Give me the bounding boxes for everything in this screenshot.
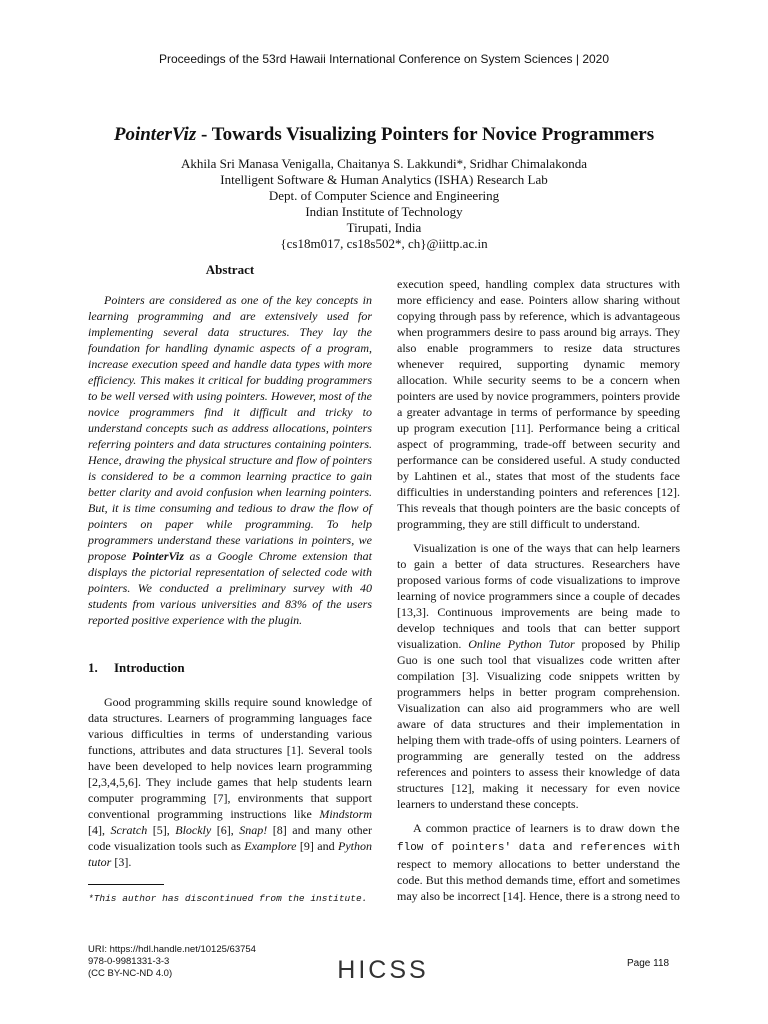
tool-python-tutor: Python tutor [88,839,372,869]
intro-text: [8] and many other code visualization tools such as [88,823,372,853]
footnote-divider [88,884,164,885]
right-text: respect to memory allocations to better understand the code. But this method demands time, effort and sometimes may also be incorrect [14]. Hence, there is a strong need to [397,857,680,903]
intro-text: [9] and [296,839,338,853]
intro-text: [5], [147,823,176,837]
section-number: 1. [88,660,98,675]
footnote: *This author has discontinued from the institute. [88,893,368,904]
tool-snap: Snap! [239,823,268,837]
footer-license: (CC BY-NC-ND 4.0) [88,968,173,979]
abstract-text-part-1: Pointers are considered as one of the key concepts in learning programming and are extensively used for implementing several data structures. They lay the foundation for handling dynamic aspects of a program, increase execution speed and handle data types with more efficiency. This makes it critical for budding programmers to be well versed with using pointers. However, most of the novice programmers find it difficult and tricky to understand concepts such as address allocations, pointers referring pointers and data structures containing pointers. Hence, drawing the physical structure and flow of pointers is considered to be a common learning practice to gain better clarity and avoid confusion when learning pointers. But, it is time consuming and tedious to draw the flow of pointers on paper while programming. To help programmers understand these variations in pointers, we propose [88,293,372,563]
right-text-mono: the flow of pointers' data and references with [397,824,680,854]
author-dept: Dept. of Computer Science and Engineering [268,188,500,203]
tool-scratch: Scratch [110,823,148,837]
section-heading-introduction [88,660,372,676]
right-text: proposed by Philip Guo is one such tool that visualizes code written after compilation [3]. Visualizing code snippets written by programmers helps in better program comprehension. Visualization can also aid programmers who are well aware of data structures and their implementation in helping them with trade-offs of using pointers. Learners of programming are generally tested on the address references and pointers to assess their knowledge of data structures [12], making it necessary for even novice learners to understand these concepts. [397,637,681,811]
right-text: A common practice of learners is to draw down [413,821,661,835]
paper-title-name: PointerViz [113,124,197,145]
tool-mindstorm: Mindstorm [319,807,372,821]
tool-blockly: Blockly [175,823,212,837]
author-institute: Indian Institute of Technology [305,204,463,219]
right-paragraph-2 [397,540,680,812]
conference-header: Proceedings of the 53rd Hawaii International Conference on System Sciences | 2020 [158,52,610,66]
author-lab: Intelligent Software & Human Analytics (ISHA) Research Lab [220,172,548,187]
intro-paragraph-1 [88,694,372,870]
abstract-heading: Abstract [205,262,255,277]
intro-text: [6], [211,823,240,837]
footer-uri: URI: https://hdl.handle.net/10125/63754 [88,944,256,955]
abstract-text-part-2: as a Google Chrome extension that displays the pictorial representation of selected code with pointers. We conducted a preliminary survey with 40 students from various universities and 83% of the users reported positive experience with the plugin. [88,549,372,627]
intro-text: Good programming skills require sound knowledge of data structures. Learners of programming languages face various difficulties in terms of understanding various functions, attributes and data structures [1]. Several tools have been developed to help novices learn programming [2,3,4,5,6]. They include games that help students learn computer programming [7], environments that support conventional programming instructions like [88,695,372,821]
right-column [397,276,680,912]
footer-isbn: 978-0-9981331-3-3 [88,956,170,967]
right-paragraph-1: execution speed, handling complex data structures with more efficiency and ease. Pointers allow sharing without copying through pass by reference, which is advantageous when programmers desire to pass around big arrays. They also enable programmers to resize data structures whenever required, supporting dynamic memory allocation. While security seems to be a concern when pointers are used by novice programmers, pointers provide a greater advantage in terms of performance by speeding up program execution [11]. Performance being a critical aspect of programming, trade-off between security and performance can be considered useful. A study conducted by Lahtinen et al., states that most of the students face difficulties in understanding pointers and references [12]. This reveals that though pointers are the basic concepts of programming, they are still difficult to understand. [397,277,680,531]
right-text: Visualization is one of the ways that can help learners to gain a better of data structures. Researchers have proposed various forms of code visualizations to improve learning of novice programmers since a couple of decades [13,3]. Continuous improvements are being made to develop techniques and tools that can better support visualization. [397,541,680,651]
intro-text: [4], [88,823,111,837]
tool-online-python-tutor: Online Python Tutor [468,637,575,651]
abstract-tool-name: PointerViz [131,549,184,563]
author-location: Tirupati, India [346,220,422,235]
left-column [88,262,372,905]
hicss-logo: HICSS [337,956,429,984]
paper-title [0,124,768,146]
tool-examplore: Examplore [244,839,297,853]
paper-title-rest: - Towards Visualizing Pointers for Novice Programmers [196,124,655,145]
intro-text: [3]. [111,855,132,869]
page-number: Page 118 [627,958,670,969]
footer-info [88,944,256,980]
author-block [0,156,768,252]
author-emails: {cs18m017, cs18s502*, ch}@iittp.ac.in [280,236,488,251]
right-paragraph-3 [397,820,680,904]
author-names: Akhila Sri Manasa Venigalla, Chaitanya S. Lakkundi*, Sridhar Chimalakonda [181,156,587,171]
abstract-text [88,292,372,628]
section-title: Introduction [114,660,185,675]
